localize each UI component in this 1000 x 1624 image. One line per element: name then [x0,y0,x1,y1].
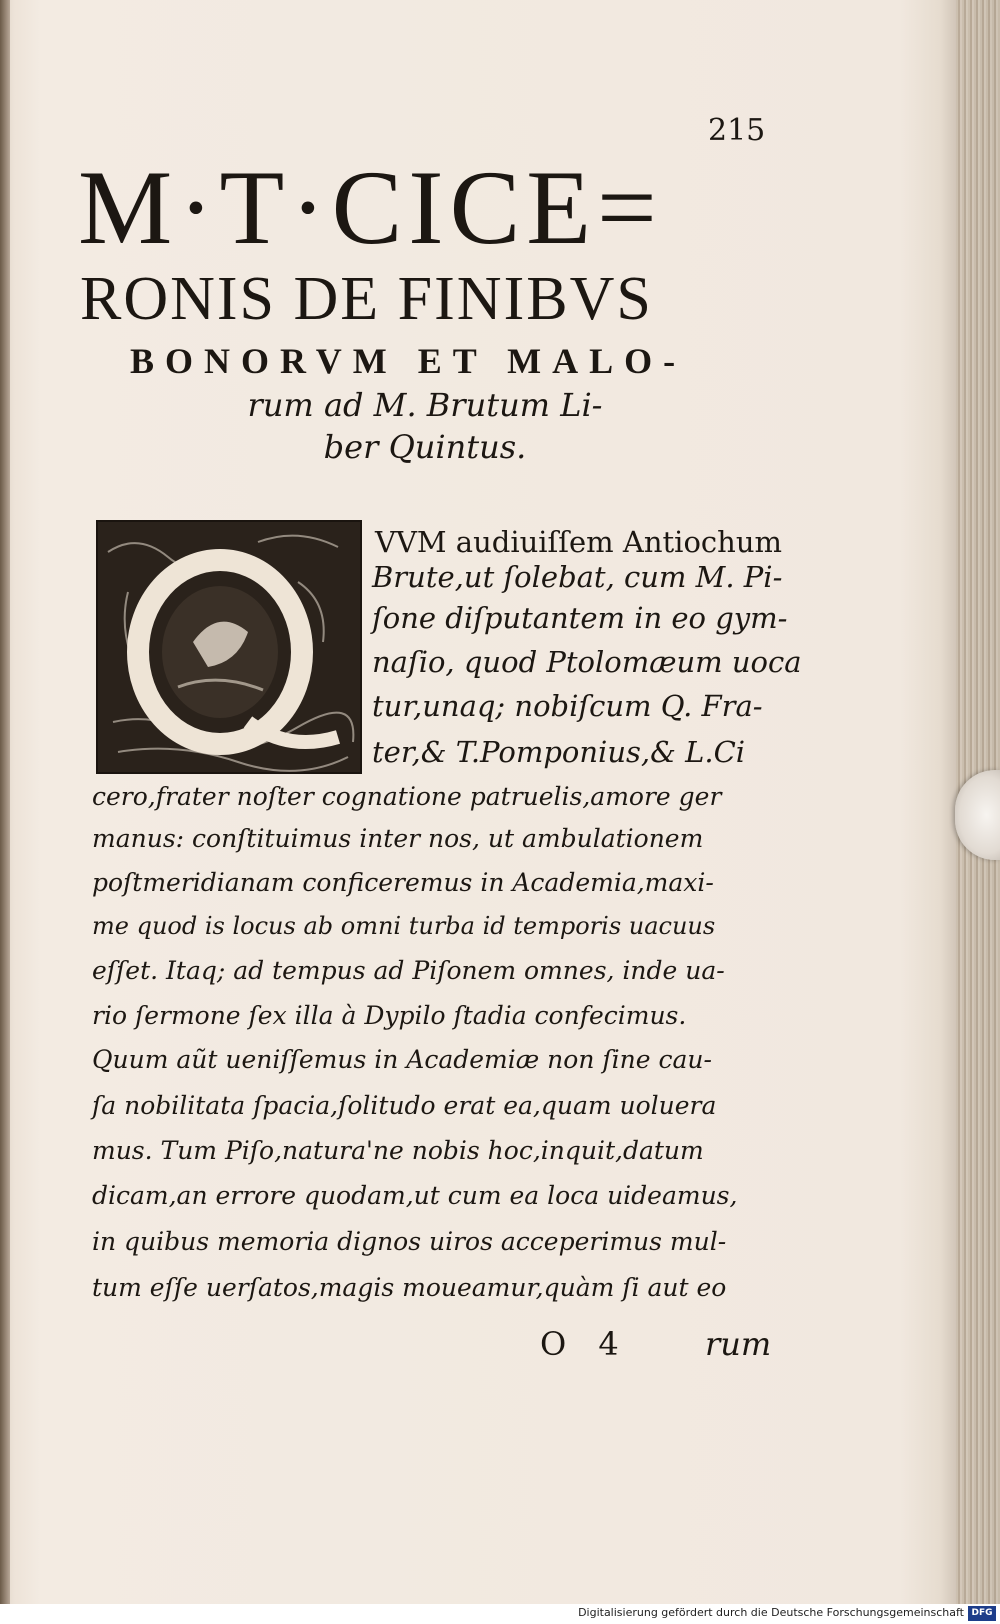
text-line-3: ſone diſputantem in eo gym- [372,601,788,635]
title-line-3: BONORVM ET MALO- [130,341,687,381]
text-line-7: cero,frater noſter cognatione patruelis,amore ger [92,782,722,811]
catchword: rum [705,1325,772,1363]
title-line-4: rum ad M. Brutum Li- [247,386,603,424]
spine-shadow [0,0,10,1624]
woodcut-illustration [98,522,360,772]
text-line-10: me quod is locus ab omni turba id temporis uacuus [92,912,716,940]
text-line-1: VVM audiuiſſem Antiochum [375,525,783,559]
text-line-14: ſa nobilitata ſpacia,ſolitudo erat ea,quam uoluera [92,1091,717,1120]
text-line-2: Brute,ut ſolebat, cum M. Pi- [372,560,783,594]
footer-bar [0,1604,1000,1624]
text-line-6: ter,& T.Pomponius,& L.Ci [372,735,746,769]
funding-notice: Digitalisierung gefördert durch die Deutsche Forschungsgemeinschaft [578,1606,964,1619]
dfg-logo: DFG [968,1606,996,1621]
text-line-5: tur,unaq; nobiſcum Q. Fra- [372,689,763,723]
text-line-16: dicam,an errore quodam,ut cum ea loca uideamus, [92,1181,738,1210]
page-number: 215 [708,113,766,148]
text-line-12: rio ſermone ſex illa à Dypilo ſtadia confecimus. [92,1001,687,1030]
text-line-15: mus. Tum Piſo,natura'ne nobis hoc,inquit,datum [92,1136,704,1165]
text-line-8: manus: conſtituimus inter nos, ut ambulationem [92,824,704,853]
woodcut-initial [96,520,362,774]
text-line-17: in quibus memoria dignos uiros acceperimus mul- [92,1227,727,1256]
text-line-11: eſſet. Itaq; ad tempus ad Piſonem omnes, inde ua- [92,956,725,985]
text-line-13: Quum aũt ueniſſemus in Academiæ non ſine cau- [92,1045,712,1074]
text-line-4: naſio, quod Ptolomæum uoca [372,645,802,679]
signature-mark: O 4 [540,1325,619,1363]
title-line-5: ber Quintus. [323,428,527,466]
text-line-18: tum eſſe uerſatos,magis moueamur,quàm ſi aut eo [92,1273,727,1302]
title-line-2: RONIS DE FINIBVS [80,265,653,333]
text-line-9: poſtmeridianam conficeremus in Academia,maxi- [92,868,714,897]
title-line-1: M·T·CICE= [78,149,663,266]
